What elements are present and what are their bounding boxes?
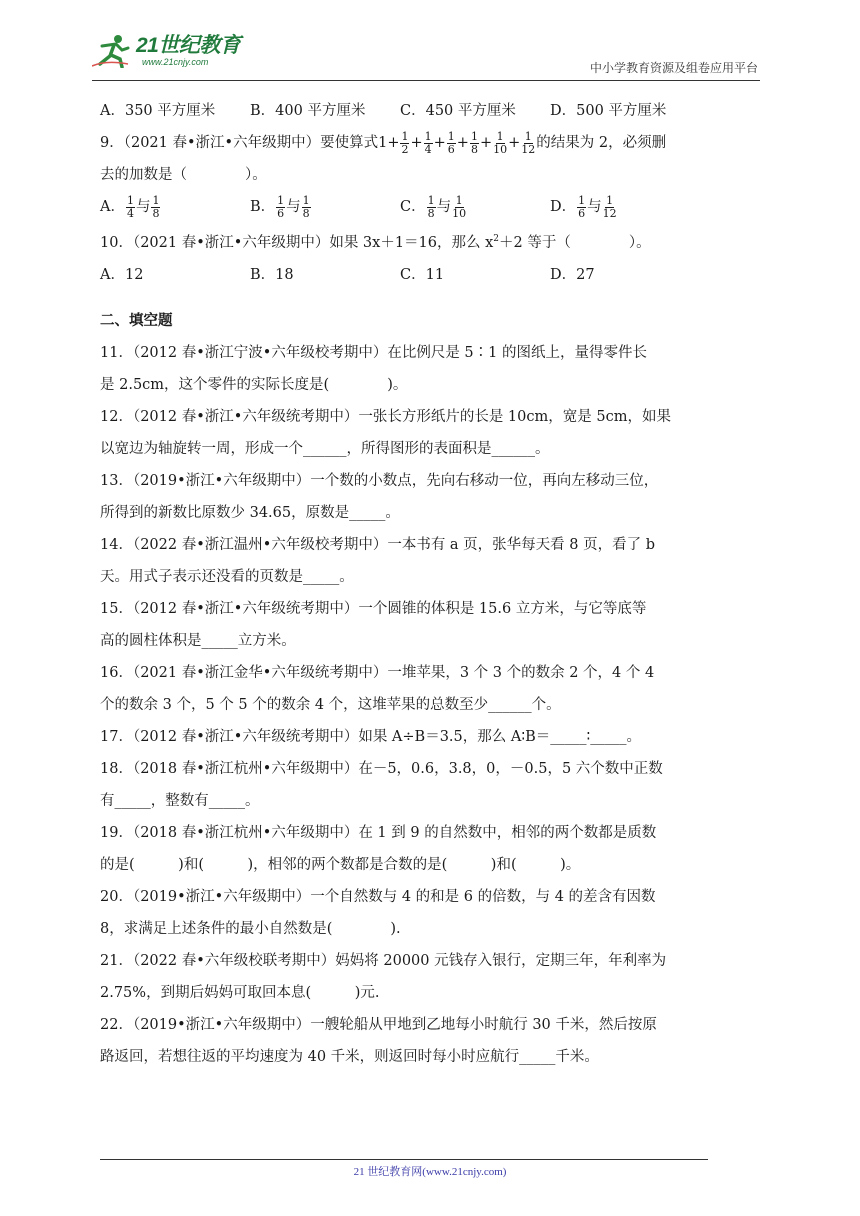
- fraction: [470, 131, 479, 156]
- q8-option-a: A．350 平方厘米: [100, 103, 216, 119]
- denominator: 8: [427, 206, 435, 220]
- plus-sign: +: [479, 135, 493, 151]
- denominator: 10: [452, 206, 467, 220]
- denominator: 4: [126, 206, 134, 220]
- denominator: 12: [602, 206, 617, 220]
- question-continuation: 8，求满足上述条件的最小自然数是( ).: [100, 920, 401, 937]
- platform-title: 中小学教育资源及组卷应用平台: [589, 61, 758, 75]
- numerator: 1: [524, 129, 532, 143]
- numerator: 1: [427, 193, 435, 207]
- section-title: 二、填空题: [100, 312, 173, 329]
- denominator: 8: [302, 206, 310, 220]
- footer-divider: [100, 1159, 708, 1160]
- fraction: [424, 131, 433, 156]
- fraction: [447, 131, 456, 156]
- fraction: [603, 195, 617, 220]
- numerator: 1: [606, 193, 614, 207]
- denominator: 8: [470, 142, 478, 156]
- question-line: 18．（2018 春•浙江杭州•六年级期中）在－5，0.6，3.8，0，－0.5，5 六个数中正数: [100, 760, 663, 777]
- q8-option-d: D．500 平方厘米: [550, 103, 667, 119]
- q10-option-c: C．11: [400, 266, 445, 283]
- joiner-text: 与: [135, 199, 151, 215]
- numerator: 1: [455, 193, 463, 207]
- plus-sign: +: [508, 135, 521, 151]
- q10-text-b: ＋2 等于（ ）。: [499, 234, 651, 251]
- numerator: 1: [470, 129, 478, 143]
- joiner-text: 与: [286, 199, 301, 215]
- question-line: 14．（2022 春•浙江温州•六年级校考期中）一本书有 a 页，张华每天看 8 页，看了 b: [100, 536, 656, 553]
- fill-in-questions: [100, 337, 760, 1073]
- question-line: 11．（2012 春•浙江宁波•六年级校考期中）在比例尺是 5∶1 的图纸上，量得零件长: [100, 344, 647, 361]
- fraction: [151, 195, 160, 220]
- question-continuation: 天。用式子表示还没看的页数是_____。: [100, 568, 354, 585]
- plus-sign: +: [456, 135, 469, 151]
- q9-line-2: 去的加数是（ ）。: [100, 167, 267, 183]
- q9-option: [100, 191, 250, 223]
- option-label: A．: [100, 199, 125, 215]
- q9-option: [550, 191, 700, 223]
- q9-prefix: 9．（2021 春•浙江•六年级期中）要使算式: [100, 135, 379, 151]
- numerator: 1: [496, 129, 504, 143]
- question-continuation: 2.75%，到期后妈妈可取回本息( )元.: [100, 984, 380, 1001]
- denominator: 8: [152, 206, 160, 220]
- question-continuation: 所得到的新数比原数少 34.65，原数是_____。: [100, 504, 400, 521]
- question-10: [100, 223, 760, 259]
- question-continuation: 个的数余 3 个，5 个 5 个的数余 4 个，这堆苹果的总数至少______个。: [100, 696, 561, 713]
- fraction: [400, 131, 409, 156]
- q10-options: [100, 259, 760, 291]
- question-line: 21．（2022 春•六年级校联考期中）妈妈将 20000 元钱存入银行，定期三年，年利率为: [100, 952, 667, 969]
- question-line: 19．（2018 春•浙江杭州•六年级期中）在 1 到 9 的自然数中，相邻的两个数都是质数: [100, 824, 657, 841]
- numerator: 1: [302, 193, 310, 207]
- question-line: 12．（2012 春•浙江•六年级统考期中）一张长方形纸片的长是 10cm，宽是 5cm，如果: [100, 408, 671, 425]
- question-line: 15．（2012 春•浙江•六年级统考期中）一个圆锥的体积是 15.6 立方米，与它等底等: [100, 600, 647, 617]
- denominator: 6: [277, 206, 285, 220]
- option-label: B．: [250, 199, 276, 215]
- q10-superscript: 2: [493, 234, 500, 244]
- q9-options: [100, 191, 760, 223]
- q10-option-b: B．18: [250, 266, 294, 283]
- question-line: 13．（2019•浙江•六年级期中）一个数的小数点，先向右移动一位，再向左移动三位，: [100, 472, 659, 489]
- document-body: [100, 95, 760, 1073]
- q10-option-d: D．27: [550, 266, 595, 283]
- question-line: 22．（2019•浙江•六年级期中）一艘轮船从甲地到乙地每小时航行 30 千米，然后按原: [100, 1016, 657, 1033]
- page-header: [92, 30, 760, 81]
- plus-sign: +: [433, 135, 446, 151]
- denominator: 10: [493, 142, 508, 156]
- denominator: 4: [424, 142, 432, 156]
- logo-main-text: 21世纪教育: [136, 34, 241, 57]
- numerator: 1: [126, 193, 134, 207]
- question-continuation: 的是( )和( )，相邻的两个数都是合数的是( )和( )。: [100, 856, 581, 873]
- fraction: [427, 195, 436, 220]
- q10-option-a: A．12: [100, 266, 144, 283]
- joiner-text: 与: [587, 199, 602, 215]
- q9-one: 1+: [378, 135, 400, 151]
- option-label: D．: [550, 199, 577, 215]
- denominator: 12: [521, 142, 536, 156]
- question-9: [100, 127, 760, 159]
- q9-option: [400, 191, 550, 223]
- footer-source: 21 世纪教育网(www.21cnjy.com): [353, 1166, 507, 1178]
- question-continuation: 路返回，若想往返的平均速度为 40 千米，则返回时每小时应航行_____千米。: [100, 1048, 599, 1065]
- runner-logo-icon: [92, 34, 132, 68]
- logo: [92, 34, 240, 68]
- question-continuation: 有_____，整数有_____。: [100, 792, 260, 809]
- numerator: 1: [277, 193, 285, 207]
- fraction: [276, 195, 285, 220]
- question-line: 17．（2012 春•浙江•六年级统考期中）如果 A÷B＝3.5，那么 A∶B＝_____∶_____。: [100, 728, 642, 745]
- numerator: 1: [424, 129, 432, 143]
- fraction: [302, 195, 311, 220]
- joiner-text: 与: [436, 199, 452, 215]
- question-continuation: 高的圆柱体积是_____立方米。: [100, 632, 296, 649]
- q9-suffix: 的结果为 2，必须删: [536, 135, 667, 151]
- q8-options: [100, 95, 760, 127]
- question-line: 16．（2021 春•浙江金华•六年级统考期中）一堆苹果，3 个 3 个的数余 2 个，4 个 4: [100, 664, 655, 681]
- denominator: 6: [447, 142, 455, 156]
- numerator: 1: [401, 129, 409, 143]
- logo-url-text: www.21cnjy.com: [142, 57, 209, 67]
- q9-expression: [399, 129, 536, 156]
- fraction: [452, 195, 466, 220]
- denominator: 2: [401, 142, 409, 156]
- q8-option-b: B．400 平方厘米: [250, 103, 366, 119]
- numerator: 1: [578, 193, 586, 207]
- denominator: 6: [578, 206, 586, 220]
- fraction: [521, 131, 535, 156]
- fraction: [126, 195, 135, 220]
- question-continuation: 以宽边为轴旋转一周，形成一个______，所得图形的表面积是______。: [100, 440, 550, 457]
- q10-text-a: 10．（2021 春•浙江•六年级期中）如果 3x＋1＝16，那么 x: [100, 234, 494, 251]
- q9-option: [250, 191, 400, 223]
- fraction: [493, 131, 507, 156]
- question-continuation: 是 2.5cm，这个零件的实际长度是( )。: [100, 376, 408, 393]
- numerator: 1: [447, 129, 455, 143]
- plus-sign: +: [410, 135, 423, 151]
- option-label: C．: [400, 199, 426, 215]
- q8-option-c: C．450 平方厘米: [400, 103, 516, 119]
- numerator: 1: [152, 193, 160, 207]
- question-line: 20．（2019•浙江•六年级期中）一个自然数与 4 的和是 6 的倍数，与 4 的差含有因数: [100, 888, 656, 905]
- fraction: [577, 195, 586, 220]
